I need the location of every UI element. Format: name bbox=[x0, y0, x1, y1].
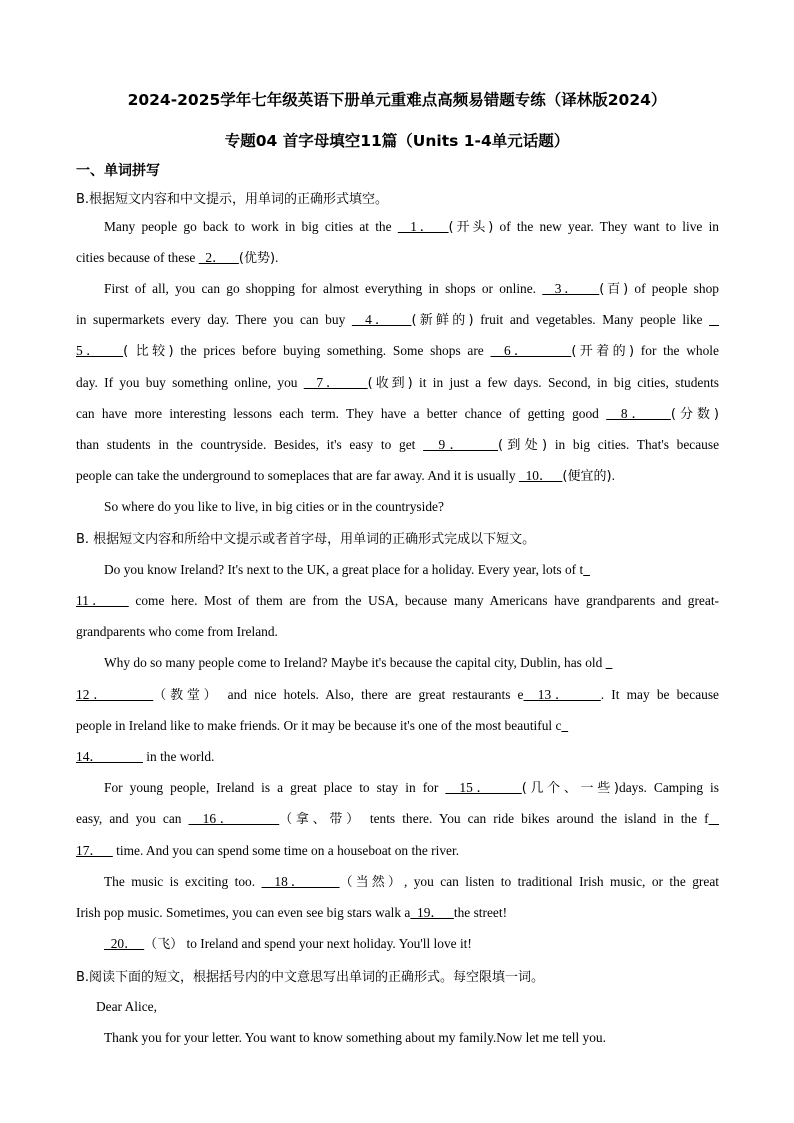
blank-8: 8． bbox=[606, 406, 671, 421]
passage2-line: For young people, Ireland is a great place to stay in for 15． (几个、一些)days. Camping is bbox=[104, 780, 719, 796]
instruction-c: B.阅读下面的短文，根据括号内的中文意思写出单词的正确形式。每空限填一词。 bbox=[76, 970, 545, 985]
passage2-line: 14． in the world. bbox=[76, 749, 215, 764]
passage1-line: day. If you buy something online, you 7． (收到) it in just a few days. Second, in big cities, students bbox=[76, 375, 720, 391]
blank-11: 11． bbox=[76, 593, 129, 608]
letter-greeting: Dear Alice, bbox=[96, 999, 157, 1014]
blank-19: 19． bbox=[410, 905, 454, 920]
blank-6: 6． bbox=[490, 343, 572, 358]
section-heading: 一、单词拼写 bbox=[76, 163, 160, 179]
blank-15: 15． bbox=[445, 780, 522, 795]
blank-17: 17． bbox=[76, 843, 113, 858]
blank-7: 7． bbox=[303, 375, 368, 390]
passage1-line: people can take the underground to someplaces that are far away. And it is usually 10． (便宜的). bbox=[76, 468, 615, 484]
passage2-line: Irish pop music. Sometimes, you can even see big stars walk a 19． the street! bbox=[76, 905, 508, 920]
passage2-line: 20． （飞） to Ireland and spend your next holiday. You'll love it! bbox=[104, 936, 472, 952]
instruction-a: B.根据短文内容和中文提示，用单词的正确形式填空。 bbox=[76, 192, 389, 207]
passage2-line: Do you know Ireland? It's next to the UK, a great place for a holiday. Every year, lots of t bbox=[104, 562, 584, 577]
passage1-line: cities because of these 2． (优势). bbox=[76, 250, 279, 266]
blank-16: 16． bbox=[188, 811, 280, 826]
blank-14: 14． bbox=[76, 749, 143, 764]
blank-20: 20． bbox=[104, 936, 145, 951]
passage1-line: Many people go back to work in big cities at the 1． (开头) of the new year. They want to live in bbox=[104, 219, 719, 235]
document-subtitle: 专题04 首字母填空11篇（Units 1-4单元话题） bbox=[224, 132, 570, 150]
blank-10: 10． bbox=[518, 468, 563, 483]
passage1-line: First of all, you can go shopping for almost everything in shops or online. 3． (百) of people shop bbox=[104, 281, 719, 297]
blank-18: 18． bbox=[261, 874, 340, 889]
blank-9: 9． bbox=[423, 437, 498, 452]
passage1-line: in supermarkets every day. There you can buy 4． (新鲜的) fruit and vegetables. Many people like bbox=[76, 312, 710, 328]
blank-4: 4． bbox=[351, 312, 412, 327]
passage2-line: The music is exciting too. 18． （当然）, you can listen to traditional Irish music, or the great bbox=[104, 874, 719, 890]
passage1-line: 5． ( 比较) the prices before buying something. Some shops are 6． (开着的) for the whole bbox=[76, 343, 719, 359]
passage2-line: 17． time. And you can spend some time on a houseboat on the river. bbox=[76, 843, 460, 858]
blank-12: 12． bbox=[76, 687, 154, 702]
passage2-line: people in Ireland like to make friends. Or it may be because it's one of the most beautiful c bbox=[76, 718, 562, 733]
letter-line: Thank you for your letter. You want to know something about my family.Now let me tell you. bbox=[104, 1030, 606, 1045]
blank-13: 13． bbox=[523, 687, 601, 702]
passage2-line: 11． come here. Most of them are from the USA, because many Americans have grandparents and great- bbox=[76, 593, 719, 608]
blank-1: 1． bbox=[397, 219, 449, 234]
blank-5: 5． bbox=[76, 343, 124, 358]
passage1-line: So where do you like to live, in big cities or in the countryside? bbox=[104, 499, 444, 514]
blank-3: 3． bbox=[542, 281, 600, 296]
passage1-line: can have more interesting lessons each term. They have a better chance of getting good 8． (分数) bbox=[76, 406, 719, 422]
passage2-line: 12． （教堂） and nice hotels. Also, there are great restaurants e 13． . It may be because bbox=[76, 687, 719, 703]
blank-2: 2． bbox=[198, 250, 239, 265]
passage1-line: than students in the countryside. Besides, it's easy to get 9． (到处) in big cities. That's because bbox=[76, 437, 720, 453]
passage2-line: Why do so many people come to Ireland? Maybe it's because the capital city, Dublin, has old bbox=[104, 655, 606, 670]
passage2-line: grandparents who come from Ireland. bbox=[76, 624, 278, 639]
instruction-b: B. 根据短文内容和所给中文提示或者首字母，用单词的正确形式完成以下短文。 bbox=[76, 532, 536, 547]
passage2-line: easy, and you can 16． （拿、带） tents there. You can ride bikes around the island in the f bbox=[76, 811, 709, 827]
document-title: 2024-2025学年七年级英语下册单元重难点高频易错题专练（译林版2024） bbox=[127, 91, 667, 109]
